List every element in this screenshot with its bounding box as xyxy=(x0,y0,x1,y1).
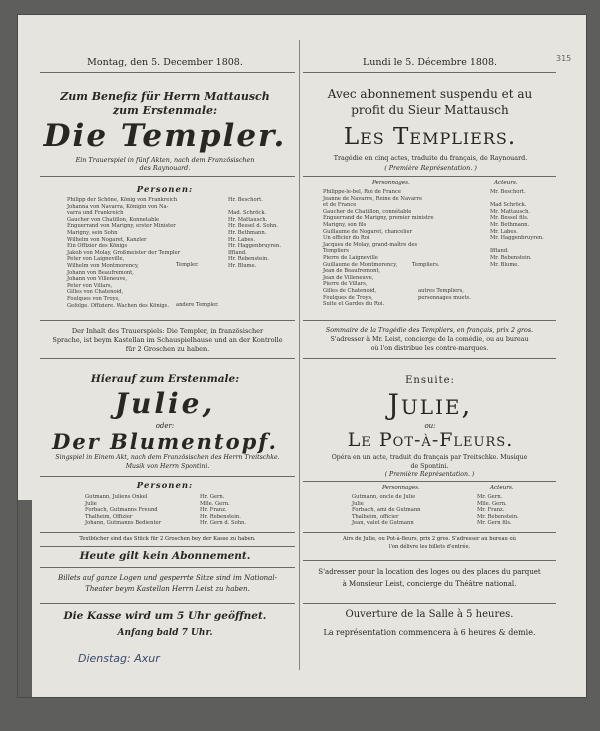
fr-sommaire-2: S'adresser à Mr. Leist, concierge de la comédie, ou au bureau xyxy=(330,336,529,343)
cast-role: Wilhelm von Montmorency, xyxy=(67,262,139,269)
cast2-row xyxy=(85,514,246,521)
fr-tragedie: Tragédie en cinq actes, traduite du français, de Raynouard. xyxy=(333,154,528,162)
fr-ouverture: Ouverture de la Salle à 5 heures. xyxy=(345,609,514,620)
de-rule-2 xyxy=(40,320,295,321)
fr-templiers-brace: Templiers. xyxy=(412,262,440,268)
fr-rule-1 xyxy=(303,176,556,177)
de-first-time: zum Erstenmale: xyxy=(112,104,218,117)
cast2-role: Jean, valet de Gutmann xyxy=(352,520,414,527)
de-persons-heading: Personen: xyxy=(136,185,194,195)
cast-role: Guillaume de Montmorency, xyxy=(323,261,398,268)
fr-title-templiers: Les Templiers. xyxy=(343,124,517,150)
de-title-blumentopf: Der Blumentopf. xyxy=(52,429,278,454)
cast-role: Pierre de Villars, xyxy=(323,281,368,288)
cast-role: Marigny, son fils xyxy=(323,221,367,228)
cast-role: Peter von Villars, xyxy=(67,282,113,289)
de-rule-3 xyxy=(40,358,295,359)
column-divider xyxy=(299,40,300,670)
fr-airs-2: l'on délivre les billets d'entrée. xyxy=(388,544,471,550)
cast-role: Philippe-le-bel, Roi de France xyxy=(323,189,401,195)
cast-role: Gilles de Chatenoid, xyxy=(323,287,377,294)
fr-cast-actors xyxy=(490,189,560,268)
cast-role: Templiers xyxy=(323,248,349,255)
fr-rule-7 xyxy=(303,603,556,604)
cast-actor: Mr. Bessel fils. xyxy=(490,215,529,222)
de-rule-7 xyxy=(40,567,295,568)
fr-opera-2: de Spontini. xyxy=(410,463,449,470)
cast-role: Enguerrand de Marigny, premier ministre xyxy=(323,215,434,222)
fr-date-rule xyxy=(303,72,556,73)
fr-title-julie: Julie, xyxy=(387,388,473,421)
cast2-actor: Mr. Rebenstein. xyxy=(477,513,519,520)
cast2-row xyxy=(352,507,519,514)
cast-role: Marigny, sein Sohn xyxy=(67,229,118,236)
cast-role: Philipp der Schöne, König von Frankreich xyxy=(67,197,178,203)
cast2-role: Julie xyxy=(85,500,97,507)
fr-subscription-line: Avec abonnement suspendu et au xyxy=(327,87,533,101)
cast2-actor: Mr. Gern fils. xyxy=(477,520,512,527)
de-rule-4 xyxy=(40,476,295,477)
cast-actor: Mr. Labes. xyxy=(490,228,518,235)
de-box-office: Die Kasse wird um 5 Uhr geöffnet. xyxy=(63,610,267,622)
cast-actor: Mr. Haggenbruyren. xyxy=(490,235,544,242)
cast-role: Jean de Beaufremont, xyxy=(323,268,381,275)
cast-actor: Iffland. xyxy=(228,249,247,256)
fr-acteurs-heading: Acteurs. xyxy=(494,180,518,186)
de-textbook-note: Textbücher sind das Stück für 2 Groschen bey der Kasse zu haben. xyxy=(79,536,256,542)
cast-actor: Mr. Blume. xyxy=(490,261,519,268)
cast2-role: Thalheim, officier xyxy=(352,513,399,520)
cast-role: Jean de Villeneuve, xyxy=(323,274,374,281)
cast2-actor: Hr. Gern d. Sohn. xyxy=(200,520,247,527)
cast-role: Wilhelm von Nogaret, Kanzler xyxy=(67,236,147,243)
fr-loges-2: à Monsieur Leist, concierge du Théâtre national. xyxy=(342,580,517,588)
fr-loges-1: S'adresser pour la location des loges ou des places du parquet xyxy=(318,568,541,576)
de-subtitle: Ein Trauerspiel in fünf Akten, nach dem Französischen xyxy=(75,156,255,164)
cast-actor: Mr. Bethmann. xyxy=(490,221,530,228)
cast2-actor: Hr. Rebenstein. xyxy=(200,513,241,520)
cast-role: Johann von Villeneuve, xyxy=(67,276,128,283)
cast-role: Gilles von Chatenoid, xyxy=(67,289,124,296)
cast-role: Gaucher de Chatillon, connétable xyxy=(323,208,412,215)
cast2-row xyxy=(85,507,246,514)
cast-actor: Hr. Rebenstein. xyxy=(228,256,269,263)
cast-actor: Hr. Bessel d. Sohn. xyxy=(228,223,278,230)
de-no-subscription: Heute gilt kein Abonnement. xyxy=(79,550,251,562)
archive-page-number: 315 xyxy=(556,54,572,63)
cast-role: Johanna von Navarra, Königin von Na- xyxy=(67,203,169,210)
cast2-role: Forbach, Gutmanns Freund xyxy=(85,507,158,514)
cast-actor: Mad Schröck. xyxy=(490,202,527,209)
cast2-role: Thalheim, Offizier xyxy=(85,513,133,520)
de-other-templer: andere Templer. xyxy=(176,302,219,308)
cast2-actor: Mr. Franz. xyxy=(477,507,505,514)
cast-role: Suite et Gardes du Roi. xyxy=(323,301,385,308)
cast-role: Jeanne de Navarre, Reine de Navarre xyxy=(323,195,423,202)
cast-actor: Hr. Mattausch. xyxy=(228,216,268,223)
cast-role: Jacques de Molay, grand-maître des xyxy=(323,241,418,248)
de-summary-2: Sprache, ist beym Kastellan im Schauspielhause und an der Kontrolle xyxy=(52,336,283,344)
de-date-rule xyxy=(40,72,295,73)
cast2-role: Gutmann, oncle de Julie xyxy=(352,494,416,500)
de-cast-actors xyxy=(228,197,298,270)
de-tickets-2: Theater beym Kastellan Herrn Leist zu haben. xyxy=(85,585,250,593)
cast2-actor: Mlle. Gern. xyxy=(200,500,230,507)
paper-torn-edge xyxy=(18,500,32,697)
de-summary-1: Der Inhalt des Trauerspiels: Die Templer, in französischer xyxy=(71,327,264,335)
de-templer-brace: Templer. xyxy=(176,262,199,268)
de-oder: oder: xyxy=(155,422,175,430)
cast-role: Guillaume de Nogaret, chancelier xyxy=(323,228,413,235)
cast-role: et de France xyxy=(323,202,357,209)
fr-personnages-heading: Personnages. xyxy=(372,180,410,186)
cast-actor: Mad. Schröck. xyxy=(228,210,267,217)
cast2-row xyxy=(85,520,246,527)
de-hierauf: Hierauf zum Erstenmale: xyxy=(90,373,240,385)
de-title-templer: Die Templer. xyxy=(43,118,287,154)
cast2-row xyxy=(85,501,246,508)
fr-premiere: ( Première Représentation. ) xyxy=(384,164,477,172)
de-music: Musik von Herrn Spontini. xyxy=(125,463,210,470)
de-tickets-1: Billets auf ganze Logen und gesperrte Sitze sind im National- xyxy=(58,574,277,582)
de-subtitle-author: des Raynouard. xyxy=(139,164,191,172)
cast-role: Foulques von Troys, xyxy=(67,295,120,302)
cast2-role: Julie xyxy=(352,500,364,507)
fr-premiere-2: ( Première Représentation. ) xyxy=(384,471,475,478)
fr-autres-templiers: autres Templiers, xyxy=(418,288,464,294)
cast-role: Pierre de Laigneville xyxy=(323,254,378,261)
cast2-actor: Hr. Gern. xyxy=(200,494,225,500)
cast2-actor: Mlle. Gern. xyxy=(477,500,507,507)
fr-ensuite: Ensuite: xyxy=(405,375,455,386)
cast-actor: Hr. Blume. xyxy=(228,262,257,269)
fr-sommaire-3: où l'on distribue les contre-marques. xyxy=(370,345,489,352)
de-cast-roles xyxy=(67,197,197,309)
de-rule-6 xyxy=(40,546,295,547)
cast-actor: Hr. Beschort. xyxy=(228,197,263,203)
cast-actor: Hr. Haggenbruyren. xyxy=(228,243,282,250)
fr-cast2 xyxy=(352,494,519,527)
cast-role: Foulques de Troys, xyxy=(323,294,373,301)
fr-sommaire-1: Sommaire de la Tragédie des Templiers, en français, prix 2 gros. xyxy=(325,327,534,334)
de-start-time: Anfang bald 7 Uhr. xyxy=(117,628,213,638)
de-rule-1 xyxy=(40,176,295,177)
fr-ou: ou: xyxy=(424,422,436,430)
cast2-row xyxy=(352,514,519,521)
cast2-role: Gutmann, Juliens Onkel xyxy=(85,494,148,500)
cast2-role: Johann, Gutmanns Bedienter xyxy=(85,520,162,527)
cast-actor: Mr. Beschort. xyxy=(490,189,526,195)
cast-role: Jakob von Molay, Großmeister der Templer xyxy=(67,249,181,256)
cast-actor: Hr. Bethmann. xyxy=(228,229,267,236)
cast-role: Gefolge. Offiziere. Wachen des Königs. xyxy=(67,302,169,309)
fr-rule-6 xyxy=(303,560,556,561)
fr-acteurs2-heading: Acteurs. xyxy=(490,485,514,491)
de-summary-3: für 2 Groschen zu haben. xyxy=(125,345,210,353)
cast2-role: Forbach, ami de Gutmann xyxy=(352,507,421,514)
de-rule-8 xyxy=(40,603,295,604)
cast2-actor: Hr. Franz. xyxy=(200,507,227,514)
cast-actor: Mr. Mattausch. xyxy=(490,208,531,215)
cast-actor: Iffland. xyxy=(490,248,509,255)
fr-rule-4 xyxy=(303,481,556,482)
fr-personnages2-heading: Personnages. xyxy=(382,485,420,491)
cast-role: Enguerrand von Marigny, erster Minister xyxy=(67,223,176,230)
de-persons2-heading: Personen: xyxy=(136,481,194,491)
fr-title-pot-a-fleurs: Le Pot-à-Fleurs. xyxy=(347,429,514,451)
de-singspiel: Singspiel in Einem Akt, nach dem Französischen des Herrn Treitschke. xyxy=(55,454,280,461)
cast2-row xyxy=(352,520,519,527)
cast-role: Johann von Beaufremont, xyxy=(67,269,134,276)
fr-date: Lundi le 5. Décembre 1808. xyxy=(362,57,498,68)
fr-airs-1: Airs de Julie, ou Pot-à-fleurs, prix 2 gros. S'adresser au bureau où xyxy=(342,536,517,542)
cast-actor: Mr. Rebenstein. xyxy=(490,254,532,261)
fr-representation: La représentation commencera à 6 heures & demie. xyxy=(323,628,536,637)
cast-role: Gaucher von Chatillon, Konnetable xyxy=(67,216,160,223)
cast-role: Ein Offizier des Königs xyxy=(67,243,128,250)
fr-rule-3 xyxy=(303,358,556,359)
de-benefit-line: Zum Benefiz für Herrn Mattausch xyxy=(60,90,270,103)
fr-personnages-muets: personnages muets. xyxy=(418,295,471,301)
cast-role: varra und Frankreich xyxy=(67,210,124,217)
fr-rule-2 xyxy=(303,320,556,321)
cast2-actor: Mr. Gern. xyxy=(477,494,503,500)
cast2-row xyxy=(352,494,519,501)
de-rule-5 xyxy=(40,532,295,533)
fr-rule-5 xyxy=(303,532,556,533)
handwritten-note: Dienstag: Axur xyxy=(78,652,160,665)
cast-actor: Hr. Labes. xyxy=(228,236,255,243)
de-date: Montag, den 5. December 1808. xyxy=(87,57,243,68)
de-cast2 xyxy=(85,494,246,527)
fr-opera-1: Opéra en un acte, traduit du français par Treitschke. Musique xyxy=(331,454,528,461)
cast-role: Un officier du Roi xyxy=(323,235,370,242)
cast2-row xyxy=(352,501,519,508)
fr-benefit-line: profit du Sieur Mattausch xyxy=(351,103,509,117)
cast2-row xyxy=(85,494,246,501)
de-title-julie: Julie, xyxy=(114,387,216,420)
cast-role: Peter von Laigneville, xyxy=(67,256,125,263)
